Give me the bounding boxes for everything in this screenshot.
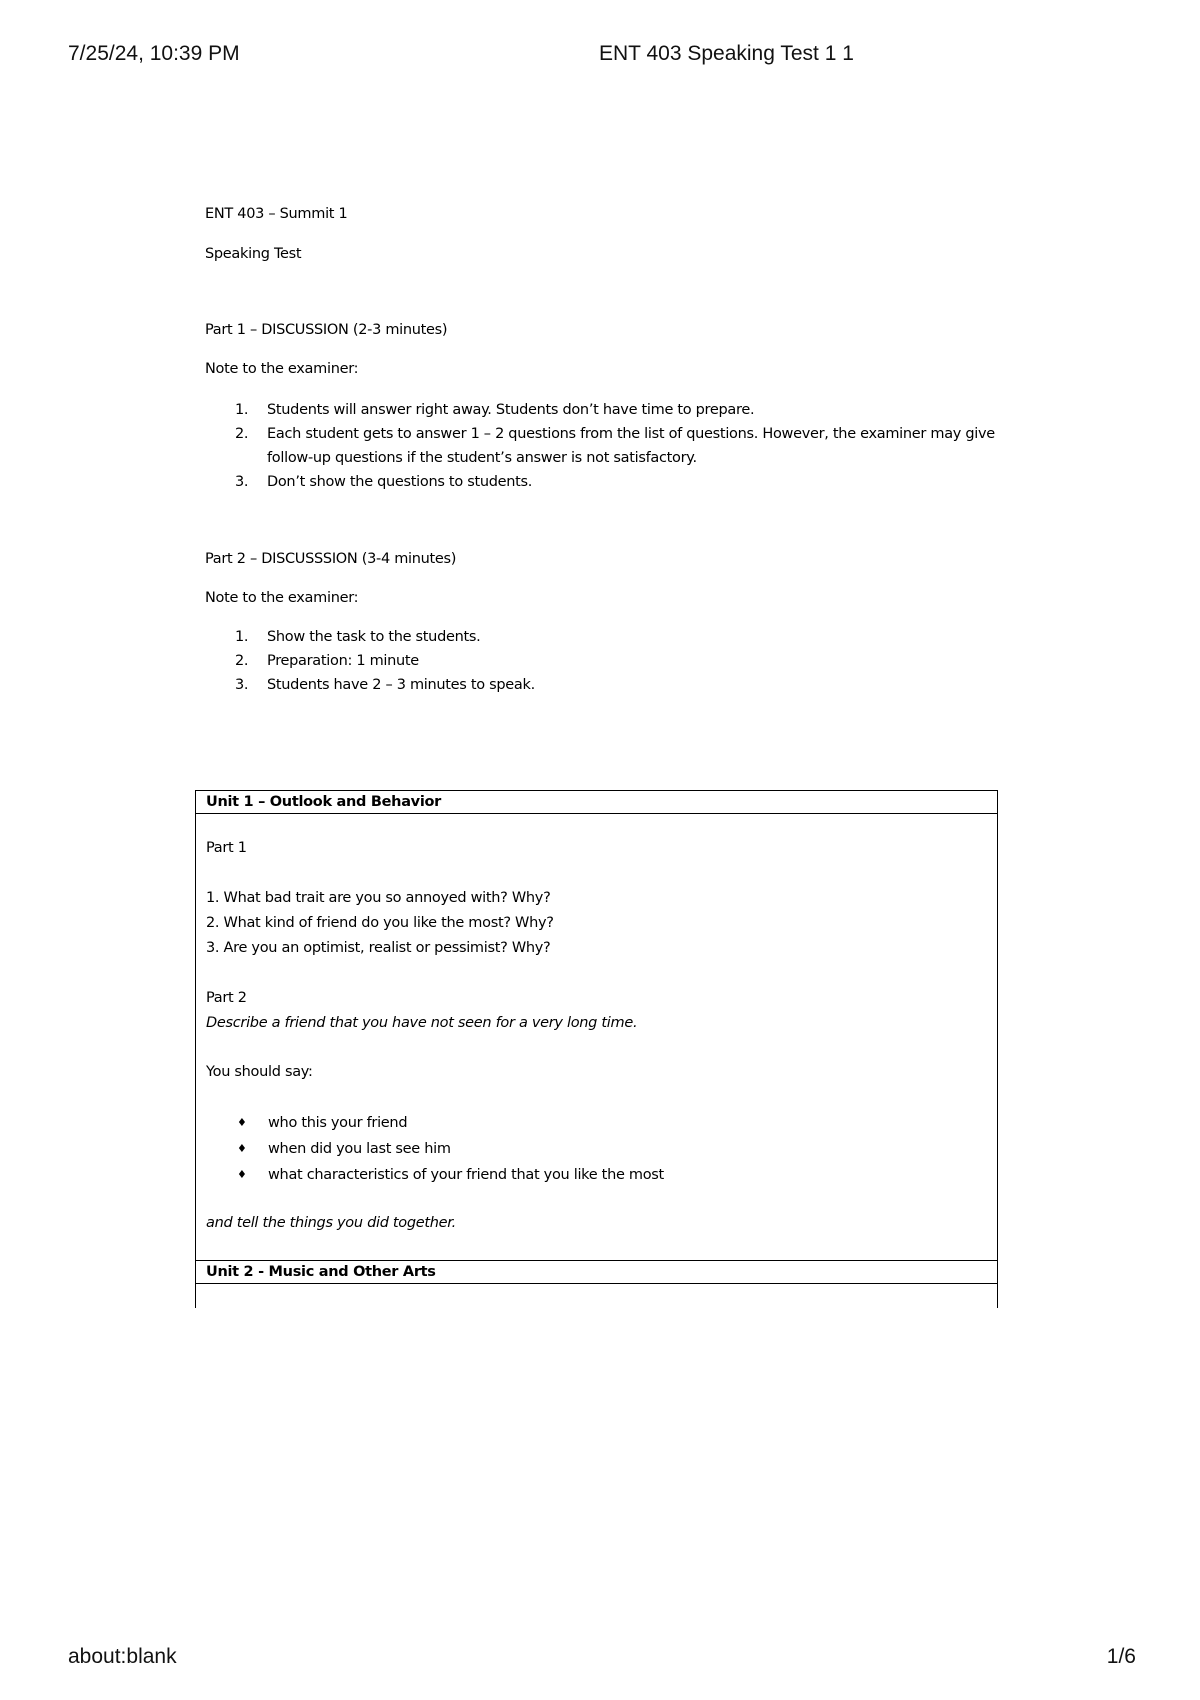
part2-note-label: Note to the examiner: [205, 590, 359, 606]
doc-subtitle: Speaking Test [205, 246, 302, 262]
question-item: 2. What kind of friend do you like the most? Why? [206, 915, 554, 931]
unit2-header: Unit 2 - Music and Other Arts [196, 1260, 997, 1284]
should-say-label: You should say: [206, 1064, 313, 1080]
print-datetime: 7/25/24, 10:39 PM [68, 42, 240, 65]
part1-note-label: Note to the examiner: [205, 361, 359, 377]
print-title: ENT 403 Speaking Test 1 1 [599, 42, 854, 65]
diamond-bullet-icon: ♦ [237, 1142, 247, 1155]
print-header [0, 42, 1200, 72]
print-url: about:blank [68, 1645, 177, 1668]
list-item: ♦ what characteristics of your friend that you like the most [206, 1162, 664, 1188]
question-item: 3. Are you an optimist, realist or pessimist? Why? [206, 940, 551, 956]
list-item: ♦ who this your friend [206, 1110, 664, 1136]
print-footer [0, 1645, 1200, 1675]
unit-table [195, 790, 998, 1308]
question-item: 1. What bad trait are you so annoyed with? Why? [206, 890, 551, 906]
unit1-part2-label: Part 2 [206, 990, 247, 1006]
diamond-bullet-icon: ♦ [237, 1168, 247, 1181]
list-item: ♦ when did you last see him [206, 1136, 664, 1162]
page-number: 1/6 [1106, 1645, 1136, 1668]
part1-instructions [205, 398, 995, 494]
list-item: 1. Show the task to the students. [235, 629, 481, 645]
unit1-task: Describe a friend that you have not seen for a very long time. [206, 1015, 638, 1031]
part1-heading: Part 1 – DISCUSSION (2-3 minutes) [205, 322, 448, 338]
task-closing: and tell the things you did together. [206, 1215, 456, 1231]
unit1-header: Unit 1 – Outlook and Behavior [196, 790, 997, 814]
task-bullets [206, 1110, 664, 1188]
unit1-part1-label: Part 1 [206, 840, 247, 856]
list-item: 3. Students have 2 – 3 minutes to speak. [235, 677, 535, 693]
part2-instructions [205, 625, 995, 697]
course-title: ENT 403 – Summit 1 [205, 206, 348, 222]
list-item: 1. Students will answer right away. Students don’t have time to prepare. [235, 402, 755, 418]
list-item: 3. Don’t show the questions to students. [235, 474, 533, 490]
diamond-bullet-icon: ♦ [237, 1116, 247, 1129]
list-item: 2. Preparation: 1 minute [235, 653, 419, 669]
part2-heading: Part 2 – DISCUSSSION (3-4 minutes) [205, 551, 457, 567]
list-item: 2. Each student gets to answer 1 – 2 questions from the list of questions. However, the examiner may give follow-up questions if the student’s answer is not satisfactory. [235, 426, 995, 466]
